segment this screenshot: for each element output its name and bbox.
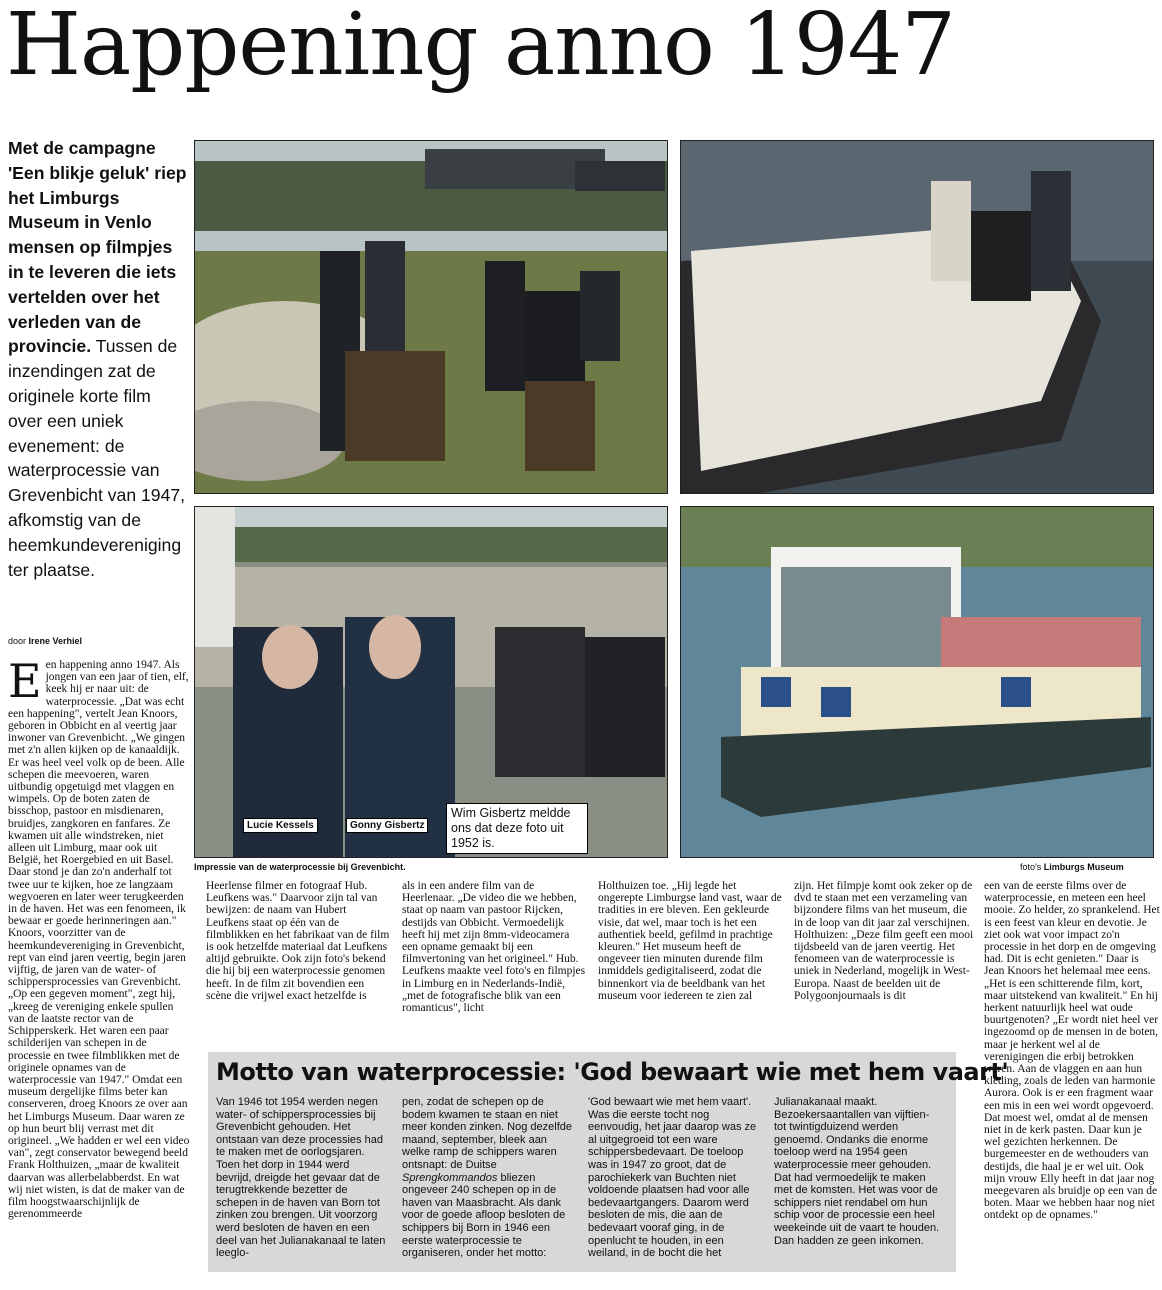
sidebar-column-3: 'God bewaart wie met hem vaart'. Was die eerste tocht nog eenvoudig, het jaar daarop was ze al uitgegroeid tot een ware schippersbedevaart. De toeloop was in 1947 zo groot, dat de parochiekerk van Buchten niet voldoende plaatsen had voor alle bedevaartgangers. Daarom werd besloten de mis, die aan de bedevaart vooraf ging, in de openlucht te houden, in een weiland, in de bocht die het	[588, 1096, 757, 1260]
sidebar-title: Motto van waterprocessie: 'God bewaart wie met hem vaart'	[216, 1058, 1009, 1086]
byline	[8, 636, 82, 646]
photo-scouts-crowd	[194, 506, 668, 858]
sidebar-col2-a: pen, zodat de schepen op de bodem kwamen te staan en niet meer konden zinken. Nog dezelfde maand, september, bleek aan welke ramp de schippers waren ontsnapt: de Duitse	[402, 1096, 572, 1171]
photo-decorated-boat	[680, 506, 1154, 858]
photo-credit-prefix: foto's	[1020, 862, 1042, 872]
photo-label-gonny: Gonny Gisbertz	[346, 818, 428, 833]
photo-label-lucie: Lucie Kessels	[243, 818, 318, 833]
article-column-6: een van de eerste films over de waterprocessie, en meteen een heel mooie. Zo helder, zo sprankelend. Het is een feest van kleur en devotie. Je ziet ook wat voor impact zo'n processie in het dorp en de omgeving had. Dit is echt genieten." Daar is Jean Knoors het helemaal mee eens. „Het is een schitterende film, kort, maar uitstekend van kwaliteit." En hij herkent natuurlijk heel wat oude buurtgenoten? „Er wordt niet heel ver ingezoomd op de mensen in de boten, maar je herkent wel al de verenigingen die erbij betrokken waren. Aan de vlaggen en aan hun kleding, zoals de leden van harmonie Aurora. Ook is er een fragment waar een mis in een wei wordt opgevoerd. Dat moest wel, omdat al de mensen niet in de kerk pasten. Daar kun je wel gezichten herkennen. De burgemeester en de wethouders van destijds, die haal je er wel uit. Ook mijn vrouw Elly heeft in dat jaar nog meegevaren als bruidje op een van de boten. Maar we hebben haar nog niet ontdekt op de opnames."	[984, 880, 1160, 1222]
sidebar-col2-italic: Sprengkommandos	[402, 1171, 498, 1184]
sidebar-column-1: Van 1946 tot 1954 werden negen water- of schippersprocessies bij Grevenbicht gehouden. Het ontstaan van deze processies had te maken met de oorlogsjaren. Toen het dorp in 1944 werd bevrijd, dreigde het gevaar dat de terugtrekkende bezetter de schepen in de haven van Born tot zinken zou brengen. Uit voorzorg werd besloten de haven en een deel van het Julianakanaal te laten leeglo-	[216, 1096, 386, 1260]
photo-credit	[1020, 862, 1124, 872]
article-column-3: als in een andere film van de Heerlenaar. „De video die we hebben, staat op naam van pastoor Rijcken, destijds van Obbicht. Vermoedelijk heeft hij met zijn 8mm-videocamera een opname gemaakt bij een filmvertoning van het origineel." Hub. Leufkens maakte veel foto's en filmpjes in Limburg en in Nederlands-Indië, „met de fotografische blik van een romanticus", licht	[402, 880, 586, 1015]
photo-caption: Impressie van de waterprocessie bij Grevenbicht.	[194, 862, 406, 872]
byline-author: Irene Verhiel	[28, 636, 83, 646]
photo-boat-girls	[680, 140, 1154, 494]
article-column-5: zijn. Het filmpje komt ook zeker op de dvd te staan met een verzameling van bijzondere films van het museum, die in de loop van dit jaar zal verschijnen. Holthuizen: „Deze film geeft een mooi tijdsbeeld van de jaren veertig. Het fenomeen van de waterprocessie is uniek in Nederland, mogelijk in West-Europa. Naast de beelden uit de Polygoonjournaals is dit	[794, 880, 974, 1002]
intro-bold: Met de campagne 'Een blikje geluk' riep het Limburgs Museum in Venlo mensen op filmpjes in te leveren die iets vertelden over het verleden van de provincie.	[8, 138, 187, 357]
intro-lead	[8, 136, 188, 582]
intro-normal: Tussen de inzendingen zat de originele korte film over een uniek evenement: de waterprocessie van Grevenbicht van 1947, afkomstig van de heemkundevereniging ter plaatse.	[8, 336, 186, 580]
dropcap: E	[8, 654, 42, 708]
sidebar-col2-b: bliezen ongeveer 240 schepen op in de haven van Maasbracht. Als dank voor de goede afloop besloten de schippers bij Born in 1946 een eerste waterprocessie te organiseren, onder het motto:	[402, 1171, 566, 1260]
article-col1-text: en happening anno 1947. Als jongen van een jaar of tien, elf, keek hij er naar uit: de waterprocessie. „Dat was echt een happening", vertelt Jean Knoors, geboren in Obbicht en al veertig jaar inwoner van Grevenbicht. „We gingen met z'n allen kijken op de kanaaldijk. Er was heel veel volk op de been. Alle schepen die meevoeren, waren uitbundig opgetuigd met vlaggen en wimpels. Op de boten zaten de bisschop, pastoor en misdienaren, bruidjes, zangkoren en fanfares. Ze kwamen uit alle windstreken, niet alleen uit Limburg, maar ook uit België, het Roergebied en uit Basel. Daar stond je dan zo'n anderhalf tot twee uur te kijken, hoe ze langzaam wegvoeren en later weer terugkeerden in de haven. Het was een fenomeen, ik bewaar er goede herinneringen aan." Knoors, voorzitter van de heemkundevereniging in Grevenbicht, rept van eind jaren veertig, begin jaren vijftig, de jaren van de water- of schippersprocessies van Grevenbicht. „Op een gegeven moment", zegt hij, „kreeg de vereniging enkele spullen van de laatste rector van de Schipperskerk. Het waren een paar schilderijen van schepen in de processie en twee filmblikken met de originele opnames van de waterprocessie van 1947." Omdat een museum dergelijke films beter kan conserveren, droeg Knoors ze over aan het Limburgs Museum. Daar waren ze op hun beurt blij verrast met dit origineel. „We hadden er wel een video van", zegt conservator bewegend beeld Frank Holthuizen, „maar de kwaliteit daarvan was allerbelabberdst. En wat wij niet wisten, is dat de maker van de film hoogstwaarschijnlijk de gerenommeerde	[8, 659, 190, 1221]
sidebar-column-4: Julianakanaal maakt. Bezoekersaantallen van vijftien- tot twintigduizend werden genoemd. Ondanks die enorme toeloop werd na 1954 geen waterprocessie meer gehouden. Dat had vermoedelijk te maken met de komsten. Het was voor de schippers niet rendabel om hun schip voor de processie een heel weekeinde uit de vaart te houden. Dan hadden ze geen inkomen.	[774, 1096, 940, 1247]
sidebar-box	[208, 1052, 1009, 1272]
photo-field-mass	[194, 140, 668, 494]
page-headline: Happening anno 1947	[6, 0, 955, 95]
photo-callout: Wim Gisbertz meldde ons dat deze foto uit 1952 is.	[446, 803, 588, 854]
photo-credit-name: Limburgs Museum	[1043, 862, 1124, 872]
article-column-2: Heerlense filmer en fotograaf Hub. Leufkens was." Daarvoor zijn tal van bewijzen: de naam van Hubert Leufkens staat op één van de filmblikken en het fabrikaat van de film is ook hetzelfde materiaal dat Leufkens altijd gebruikte. Ook zijn foto's bekend die hij bij een waterprocessie genomen heeft. In de film zit bovendien een scène die vrijwel exact hetzelfde is	[206, 880, 390, 1002]
sidebar-column-2	[402, 1096, 572, 1260]
article-column-1	[8, 654, 192, 1221]
byline-prefix: door	[8, 636, 27, 646]
article-column-4: Holthuizen toe. „Hij legde het ongerepte Limburgse land vast, waar de tradities in ere bleven. Een gekleurde visie, dat wel, maar toch is het een authentiek beeld, gefilmd in prachtige kleuren." Het museum heeft de ongeveer tien minuten durende film inmiddels gedigitaliseerd, zodat die binnenkort via de beeldbank van het museum voor iedereen te zien zal	[598, 880, 782, 1002]
